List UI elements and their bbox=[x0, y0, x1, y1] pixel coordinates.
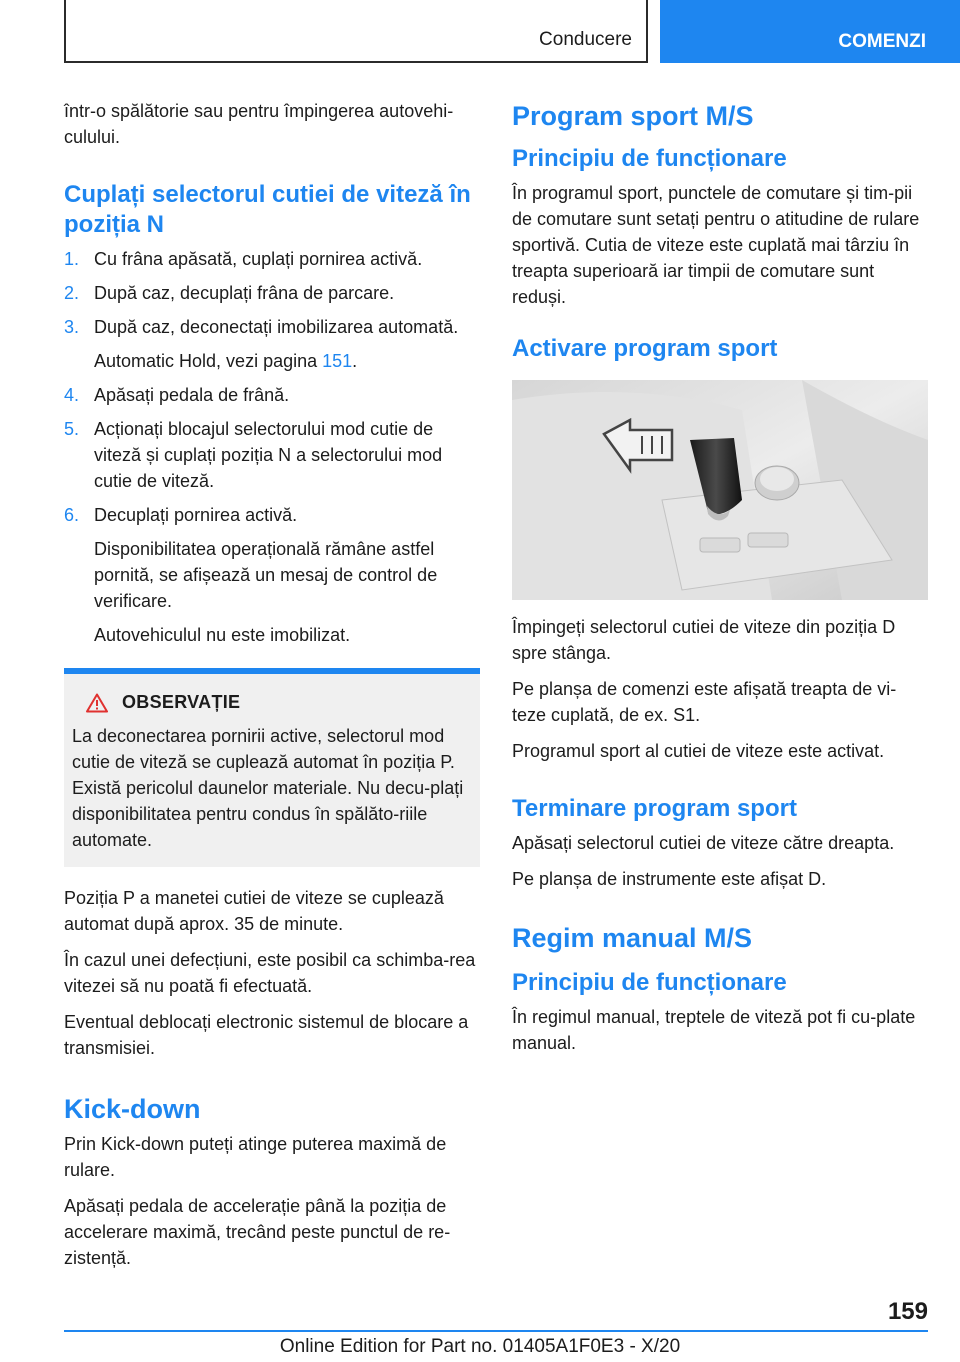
activate-paragraph-3: Programul sport al cutiei de viteze este activat. bbox=[512, 741, 885, 761]
step-text: Apăsați pedala de frână. bbox=[94, 385, 290, 405]
list-item bbox=[64, 382, 480, 408]
list-item bbox=[64, 314, 480, 340]
kickdown-title: Kick-down bbox=[64, 1094, 201, 1124]
step-text: Acționați blocajul selectorului mod cutie de viteză și cuplați poziția N a selectorului mod cutie de viteză. bbox=[94, 419, 443, 491]
page-number: 159 bbox=[887, 1298, 928, 1325]
activate-sport-heading: Activare program sport bbox=[512, 335, 778, 362]
step-number: 1. bbox=[64, 249, 80, 269]
step-text: După caz, decuplați frâna de parcare. bbox=[94, 283, 395, 303]
warning-icon bbox=[86, 693, 108, 713]
kickdown-paragraph-2: Apăsați pedala de accelerație până la poziția de accelerare maximă, trecând peste punctul de re-zistență. bbox=[64, 1196, 451, 1268]
step-number: 3. bbox=[64, 317, 80, 337]
terminate-paragraph-1: Apăsați selectorul cutiei de viteze către dreapta. bbox=[512, 833, 895, 853]
notice-box bbox=[64, 668, 480, 867]
step-3-note-text: Automatic Hold, vezi pagina bbox=[94, 351, 323, 371]
section-heading-neutral: Cuplați selectorul cutiei de viteză în poziția N bbox=[64, 181, 471, 238]
step-3-note bbox=[94, 348, 480, 374]
activate-paragraph-1: Împingeți selectorul cutiei de viteze din poziția D spre stânga. bbox=[512, 617, 896, 663]
list-item bbox=[64, 416, 480, 494]
principle-paragraph-2: În regimul manual, treptele de viteză pot fi cu-plate manual. bbox=[512, 1007, 916, 1053]
footer-divider bbox=[64, 1330, 928, 1332]
step-number: 4. bbox=[64, 385, 80, 405]
paragraph-auto-park: Poziția P a manetei cutiei de viteze se cuplează automat după aprox. 35 de minute. bbox=[64, 888, 444, 934]
principle-paragraph-1: În programul sport, punctele de comutare și tim-pii de comutare sunt setați pentru o atitudine de rulare sportivă. Cutia de viteze este cuplată mai târziu în treapta superioară iar timpii de comutare sunt reduși. bbox=[512, 183, 920, 307]
principle-heading-1: Principiu de funcționare bbox=[512, 145, 787, 172]
list-item bbox=[64, 246, 480, 272]
step-number: 6. bbox=[64, 505, 80, 525]
notice-title: OBSERVAȚIE bbox=[122, 692, 241, 712]
header-chapter-tab bbox=[660, 0, 960, 63]
program-sport-title: Program sport M/S bbox=[512, 101, 754, 131]
notice-header bbox=[72, 692, 472, 713]
step-text: Decuplați pornirea activă. bbox=[94, 505, 298, 525]
paragraph-unlock: Eventual deblocați electronic sistemul de blocare a transmisiei. bbox=[64, 1012, 469, 1058]
manual-mode-title: Regim manual M/S bbox=[512, 923, 753, 953]
right-column bbox=[512, 98, 928, 1066]
edition-footer: Online Edition for Part no. 01405A1F0E3 - X/20 bbox=[279, 1336, 681, 1357]
gear-selector-photo bbox=[512, 380, 928, 600]
steps-list bbox=[64, 246, 480, 648]
intro-paragraph: într-o spălătorie sau pentru împingerea autovehi-culului. bbox=[64, 101, 454, 147]
step-6-note-2: Autovehiculul nu este imobilizat. bbox=[94, 625, 351, 645]
step-3-note-end: . bbox=[352, 351, 358, 371]
terminate-sport-heading: Terminare program sport bbox=[512, 795, 797, 822]
paragraph-malfunction: În cazul unei defecțiuni, este posibil ca schimba-rea vitezei să nu poată fi efectuată. bbox=[64, 950, 476, 996]
header-section-tab bbox=[64, 0, 648, 63]
header-section-label: Conducere bbox=[539, 29, 632, 50]
list-item bbox=[64, 280, 480, 306]
page-reference-link[interactable]: 151 bbox=[322, 351, 353, 371]
header-chapter-label: COMENZI bbox=[838, 31, 926, 52]
step-text: După caz, deconectați imobilizarea automată. bbox=[94, 317, 459, 337]
step-number: 5. bbox=[64, 419, 80, 439]
notice-text: La deconectarea pornirii active, selectorul mod cutie de viteză se cuplează automat în poziția P. Există pericolul daunelor materiale. Nu decu-plați disponibilitatea pentru condus în spălăto-riile automate. bbox=[72, 726, 464, 850]
kickdown-paragraph-1: Prin Kick-down puteți atinge puterea maximă de rulare. bbox=[64, 1134, 447, 1180]
list-item bbox=[64, 502, 480, 528]
step-text: Cu frâna apăsată, cuplați pornirea activă. bbox=[94, 249, 423, 269]
activate-paragraph-2: Pe planșa de comenzi este afișată treapta de vi-teze cuplată, de ex. S1. bbox=[512, 679, 897, 725]
terminate-paragraph-2: Pe planșa de instrumente este afișat D. bbox=[512, 869, 827, 889]
left-column bbox=[64, 98, 480, 1281]
step-number: 2. bbox=[64, 283, 80, 303]
principle-heading-2: Principiu de funcționare bbox=[512, 969, 787, 996]
step-6-note-1: Disponibilitatea operațională rămâne astfel pornită, se afișează un mesaj de control de verificare. bbox=[94, 539, 438, 611]
